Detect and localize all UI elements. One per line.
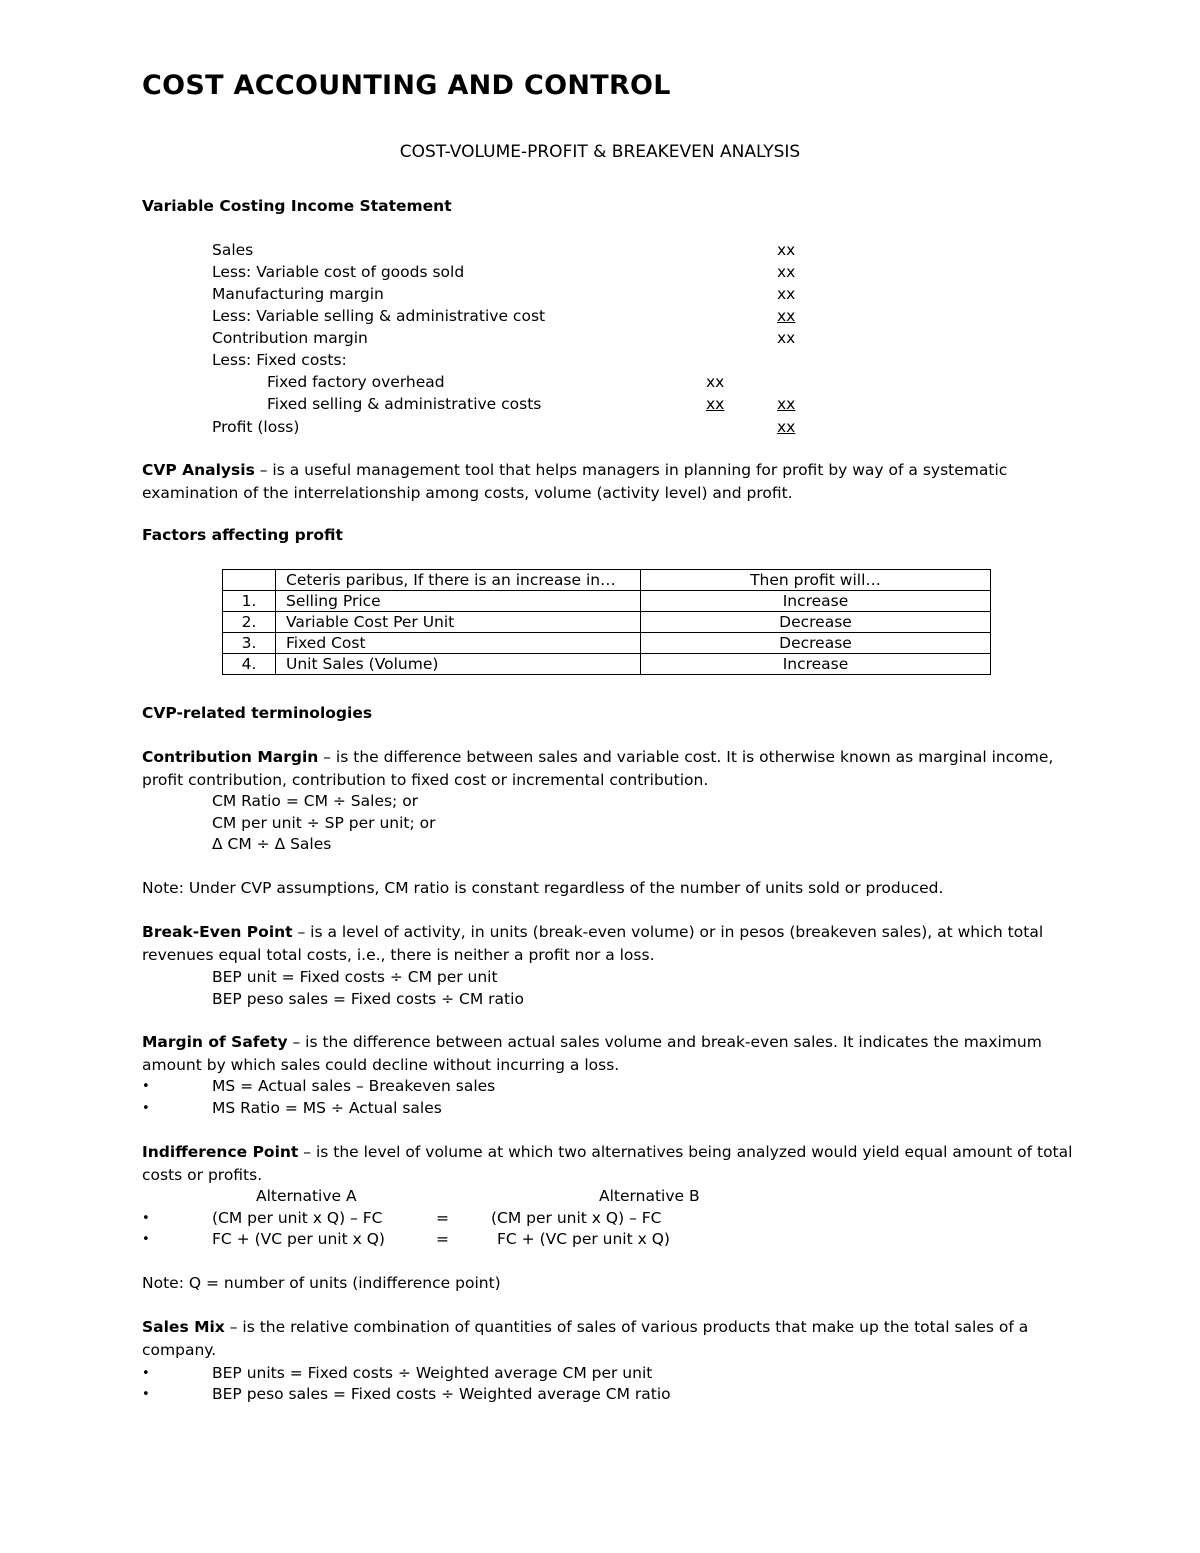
is-row-label: Contribution margin <box>212 329 368 347</box>
cm-note: Note: Under CVP assumptions, CM ratio is constant regardless of the number of units sold or produced. <box>142 879 944 897</box>
is-row-value: xx <box>777 307 796 325</box>
is-row-label: Less: Variable selling & administrative cost <box>212 307 546 325</box>
ip-text: – is the level of volume at which two alternatives being analyzed would yield equal amount of total costs or profits. <box>142 1143 1073 1184</box>
is-row-value: xx <box>777 329 796 347</box>
ms-term: Margin of Safety <box>142 1033 288 1051</box>
table-header-cell: Then profit will… <box>641 570 991 591</box>
is-row-label: Less: Fixed costs: <box>212 351 347 369</box>
sm-definition <box>142 1316 1082 1361</box>
is-row-value: xx <box>777 285 796 303</box>
bep-term: Break-Even Point <box>142 923 293 941</box>
ms-formula: MS = Actual sales – Breakeven sales <box>212 1077 496 1095</box>
ip-alternative-a: Alternative A <box>256 1187 357 1205</box>
cm-formula: CM Ratio = CM ÷ Sales; or <box>212 792 419 810</box>
bep-text: – is a level of activity, in units (break-even volume) or in pesos (breakeven sales), at which total revenues equal total costs, i.e., there is neither a profit nor a loss. <box>142 923 1044 964</box>
table-cell: 1. <box>223 591 276 612</box>
ip-formula-left: FC + (VC per unit x Q) <box>212 1230 385 1248</box>
table-cell: Unit Sales (Volume) <box>276 654 641 675</box>
table-cell: Fixed Cost <box>276 633 641 654</box>
sm-term: Sales Mix <box>142 1318 225 1336</box>
ms-text: – is the difference between actual sales volume and break-even sales. It indicates the maximum amount by which sales could decline without incurring a loss. <box>142 1033 1042 1074</box>
table-cell: Decrease <box>641 633 991 654</box>
table-cell: Decrease <box>641 612 991 633</box>
ms-formula: MS Ratio = MS ÷ Actual sales <box>212 1099 442 1117</box>
is-row-label: Manufacturing margin <box>212 285 384 303</box>
table-cell: 2. <box>223 612 276 633</box>
is-row-value: xx <box>777 263 796 281</box>
table-header-row <box>223 570 991 591</box>
bullet-icon: • <box>142 1232 150 1247</box>
bep-definition <box>142 921 1082 966</box>
table-row <box>223 633 991 654</box>
bep-formula: BEP peso sales = Fixed costs ÷ CM ratio <box>212 990 524 1008</box>
bullet-icon: • <box>142 1366 150 1381</box>
bullet-icon: • <box>142 1079 150 1094</box>
ip-formula-right: FC + (VC per unit x Q) <box>497 1230 670 1248</box>
cvp-analysis-term: CVP Analysis <box>142 461 255 479</box>
cm-term: Contribution Margin <box>142 748 319 766</box>
is-row-value: xx <box>777 395 796 413</box>
is-row-label: Sales <box>212 241 254 259</box>
table-header-cell: Ceteris paribus, If there is an increase in… <box>276 570 641 591</box>
table-cell: Variable Cost Per Unit <box>276 612 641 633</box>
ip-note: Note: Q = number of units (indifference point) <box>142 1274 501 1292</box>
is-row-label: Fixed factory overhead <box>267 373 445 391</box>
ip-formula-left: (CM per unit x Q) – FC <box>212 1209 383 1227</box>
is-row-label: Profit (loss) <box>212 418 300 436</box>
sm-text: – is the relative combination of quantities of sales of various products that make up the total sales of a company. <box>142 1318 1029 1359</box>
bullet-icon: • <box>142 1387 150 1402</box>
table-cell: Increase <box>641 591 991 612</box>
ip-equals: = <box>436 1230 449 1248</box>
factors-table <box>222 569 991 675</box>
cm-definition <box>142 746 1082 791</box>
table-cell <box>223 570 276 591</box>
factors-heading: Factors affecting profit <box>142 526 343 544</box>
cm-formula: CM per unit ÷ SP per unit; or <box>212 814 436 832</box>
cvp-analysis-text: – is a useful management tool that helps managers in planning for profit by way of a systematic examination of the interrelationship among costs, volume (activity level) and profit. <box>142 461 1008 502</box>
table-row <box>223 654 991 675</box>
table-row <box>223 591 991 612</box>
ms-definition <box>142 1031 1082 1076</box>
table-row <box>223 612 991 633</box>
sm-formula: BEP units = Fixed costs ÷ Weighted average CM per unit <box>212 1364 653 1382</box>
ip-alternative-b: Alternative B <box>599 1187 700 1205</box>
ip-definition <box>142 1141 1082 1186</box>
bullet-icon: • <box>142 1211 150 1226</box>
is-row-value: xx <box>777 418 796 436</box>
ip-formula-right: (CM per unit x Q) – FC <box>491 1209 662 1227</box>
cm-formula: Δ CM ÷ Δ Sales <box>212 835 332 853</box>
terminology-heading: CVP-related terminologies <box>142 704 373 722</box>
table-cell: Increase <box>641 654 991 675</box>
is-row-value: xx <box>777 241 796 259</box>
is-row-label: Less: Variable cost of goods sold <box>212 263 465 281</box>
bep-formula: BEP unit = Fixed costs ÷ CM per unit <box>212 968 498 986</box>
document-subtitle: COST-VOLUME-PROFIT & BREAKEVEN ANALYSIS <box>399 142 801 162</box>
is-row-value: xx <box>706 373 725 391</box>
sm-formula: BEP peso sales = Fixed costs ÷ Weighted average CM ratio <box>212 1385 671 1403</box>
income-statement-heading: Variable Costing Income Statement <box>142 197 452 215</box>
table-cell: Selling Price <box>276 591 641 612</box>
table-cell: 4. <box>223 654 276 675</box>
document-title: COST ACCOUNTING AND CONTROL <box>142 70 671 101</box>
cvp-analysis-definition <box>142 459 1082 504</box>
table-cell: 3. <box>223 633 276 654</box>
ip-equals: = <box>436 1209 449 1227</box>
bullet-icon: • <box>142 1101 150 1116</box>
ip-term: Indifference Point <box>142 1143 299 1161</box>
is-row-value: xx <box>706 395 725 413</box>
is-row-label: Fixed selling & administrative costs <box>267 395 542 413</box>
cm-text: – is the difference between sales and variable cost. It is otherwise known as marginal income, profit contribution, contribution to fixed cost or incremental contribution. <box>142 748 1054 789</box>
